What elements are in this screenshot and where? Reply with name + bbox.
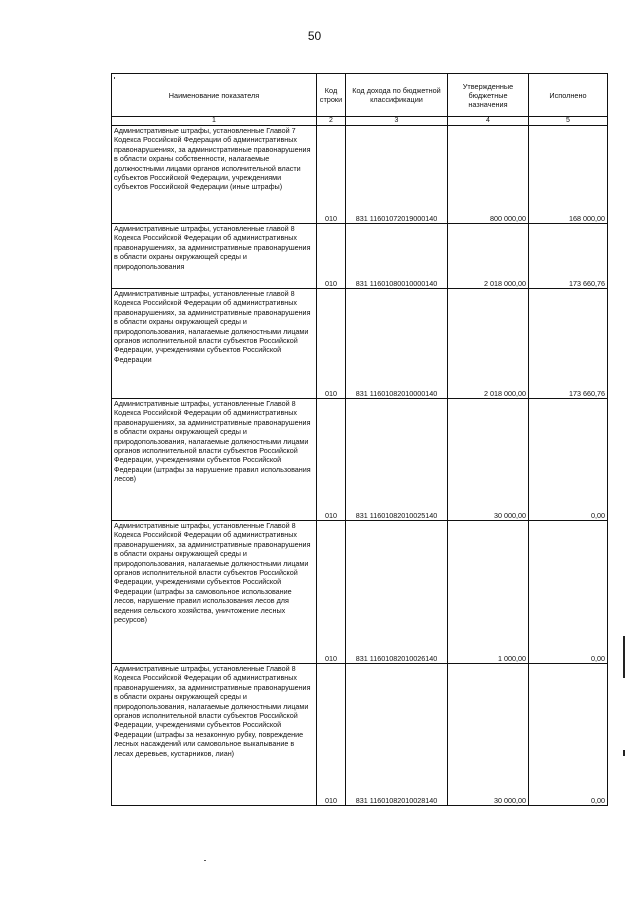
row-income-code: 831 11601082010025140 <box>346 399 448 521</box>
row-executed: 173 660,76 <box>529 224 608 289</box>
row-executed: 0,00 <box>529 664 608 806</box>
row-line-code: 010 <box>317 664 346 806</box>
row-line-code: 010 <box>317 399 346 521</box>
row-approved: 30 000,00 <box>448 399 529 521</box>
row-approved: 1 000,00 <box>448 521 529 664</box>
row-approved: 2 018 000,00 <box>448 289 529 399</box>
row-name: Административные штрафы, установленные Главой 8 Кодекса Российской Федерации об административных правонарушениях, за административные правонарушения в области охраны окружающей среды и природопользования, налагаемые должностными лицами органов исполнительной власти субъектов Российской Федерации, учреждениями субъектов Российской Федерации (штрафы за нарушение правил использования лесов) <box>112 399 317 521</box>
row-executed: 168 000,00 <box>529 126 608 224</box>
row-line-code: 010 <box>317 521 346 664</box>
row-name: Административные штрафы, установленные главой 8 Кодекса Российской Федерации об административных правонарушениях, за административные правонарушения в области охраны окружающей среды и природопользования, налагаемые должностными лицами органов исполнительной власти субъектов Российской Федерации, учреждениями субъектов Российской Федерации <box>112 289 317 399</box>
table-row <box>112 126 608 224</box>
row-executed: 0,00 <box>529 521 608 664</box>
column-number: 3 <box>346 117 448 126</box>
header-line-code: Код строки <box>317 74 346 117</box>
table-row <box>112 399 608 521</box>
row-name: Административные штрафы, установленные Главой 7 Кодекса Российской Федерации об административных правонарушениях, за административные правонарушения в области охраны собственности, налагаемые должностными лицами органов исполнительной власти субъектов Российской Федерации, учреждениями субъектов Российской Федерации (иные штрафы) <box>112 126 317 224</box>
header-name: Наименование показателя <box>112 74 317 117</box>
row-executed: 173 660,76 <box>529 289 608 399</box>
row-approved: 800 000,00 <box>448 126 529 224</box>
row-name: Административные штрафы, установленные главой 8 Кодекса Российской Федерации об административных правонарушениях, за административные правонарушения в области охраны окружающей среды и природопользования <box>112 224 317 289</box>
column-number: 4 <box>448 117 529 126</box>
row-line-code: 010 <box>317 289 346 399</box>
table-row <box>112 224 608 289</box>
header-executed: Исполнено <box>529 74 608 117</box>
row-income-code: 831 11601072019000140 <box>346 126 448 224</box>
row-income-code: 831 11601080010000140 <box>346 224 448 289</box>
row-income-code: 831 11601082010028140 <box>346 664 448 806</box>
row-approved: 2 018 000,00 <box>448 224 529 289</box>
row-income-code: 831 11601082010000140 <box>346 289 448 399</box>
row-line-code: 010 <box>317 224 346 289</box>
row-approved: 30 000,00 <box>448 664 529 806</box>
row-name: Административные штрафы, установленные Главой 8 Кодекса Российской Федерации об административных правонарушениях, за административные правонарушения в области охраны окружающей среды и природопользования, налагаемые должностными лицами органов исполнительной власти субъектов Российской Федерации, учреждениями субъектов Российской Федерации (штрафы за самовольное использование лесов, нарушение правил использования лесов для ведения сельского хозяйства, уничтожение лесных ресурсов) <box>112 521 317 664</box>
column-number: 2 <box>317 117 346 126</box>
page-number: 50 <box>307 29 322 43</box>
table-row <box>112 289 608 399</box>
column-number: 5 <box>529 117 608 126</box>
row-name: Административные штрафы, установленные Главой 8 Кодекса Российской Федерации об административных правонарушениях, за административные правонарушения в области охраны окружающей среды и природопользования, налагаемые должностными лицами органов исполнительной власти субъектов Российской Федерации, учреждениями субъектов Российской Федерации (штрафы за незаконную рубку, повреждение лесных насаждений или самовольное выкапывание в лесах деревьев, кустарников, лиан) <box>112 664 317 806</box>
column-number: 1 <box>112 117 317 126</box>
row-line-code: 010 <box>317 126 346 224</box>
table-row <box>112 664 608 806</box>
header-approved: Утвержденные бюджетные назначения <box>448 74 529 117</box>
budget-income-table <box>111 73 608 806</box>
table-row <box>112 521 608 664</box>
row-executed: 0,00 <box>529 399 608 521</box>
scan-edge-mark <box>623 750 625 756</box>
scan-edge-mark <box>623 636 625 678</box>
scan-speck <box>114 77 115 79</box>
column-number-row <box>112 117 608 126</box>
header-income-code: Код дохода по бюджетной классификации <box>346 74 448 117</box>
scan-speck <box>204 860 206 861</box>
row-income-code: 831 11601082010026140 <box>346 521 448 664</box>
table-header-row <box>112 74 608 117</box>
